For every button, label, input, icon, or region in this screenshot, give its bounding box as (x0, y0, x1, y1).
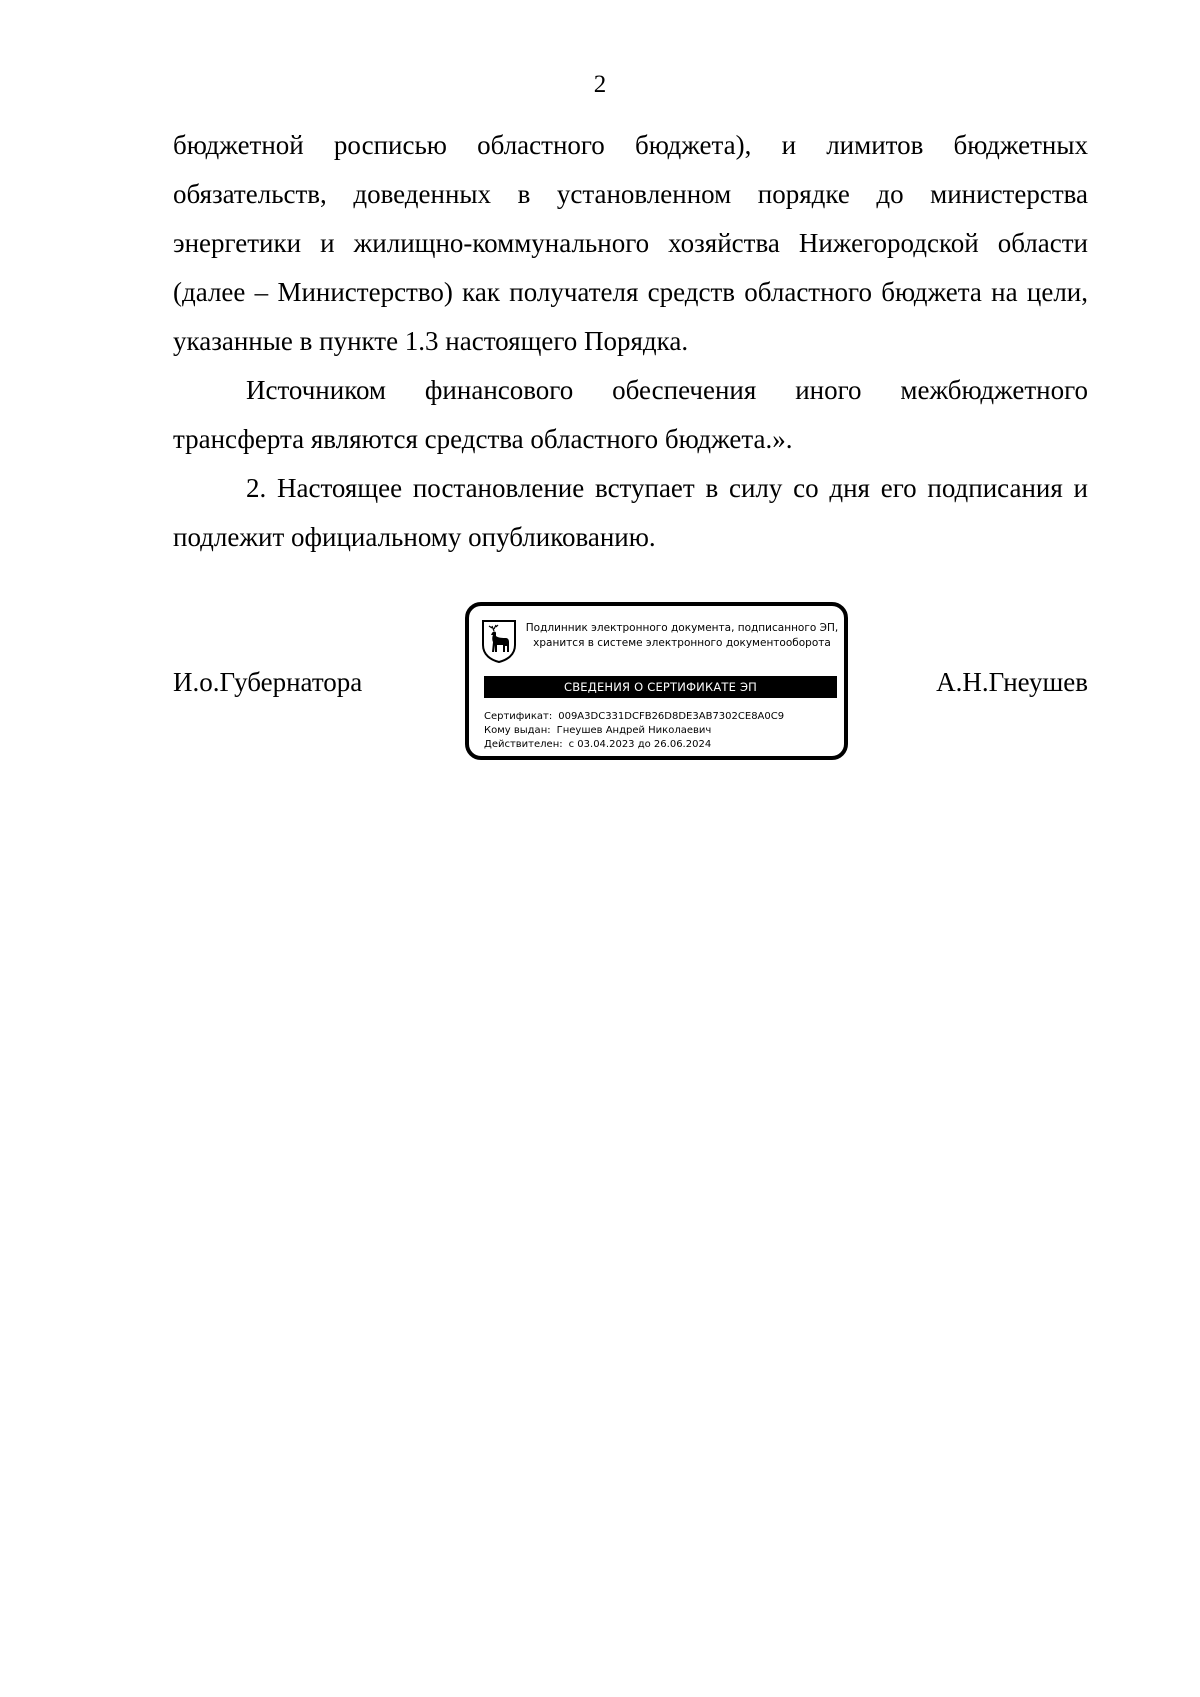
issued-to-label: Кому выдан: (484, 725, 551, 736)
valid-value: с 03.04.2023 до 26.06.2024 (568, 739, 712, 750)
page-number: 2 (593, 71, 607, 98)
stamp-header-line-1: Подлинник электронного документа, подписанного ЭП, (525, 622, 839, 634)
paragraph-effective-date: 2. Настоящее постановление вступает в силу со дня его подписания и подлежит официальному опубликованию. (173, 473, 1088, 552)
signatory-position: И.о.Губернатора (173, 667, 363, 697)
document-body (173, 121, 1088, 562)
stamp-certificate-row (484, 710, 844, 724)
stamp-issued-to-row (484, 724, 844, 738)
certificate-value: 009A3DC331DCFB26D8DE3AB7302CE8A0C9 (558, 711, 785, 722)
stamp-header (523, 621, 841, 651)
certificate-label: Сертификат: (484, 711, 553, 722)
valid-label: Действителен: (484, 739, 563, 750)
paragraph-continuation: бюджетной росписью областного бюджета), и лимитов бюджетных обязательств, доведенных в установленном порядке до министерства энергетики и жилищно-коммунального хозяйства Нижегородской области (далее – Министерство) как получателя средств областного бюджета на цели, указанные в пункте 1.3 настоящего Порядка. (173, 130, 1088, 356)
deer-emblem-icon (481, 619, 517, 663)
stamp-header-line-2: хранится в системе электронного документооборота (533, 637, 831, 649)
paragraph-funding-source: Источником финансового обеспечения иного межбюджетного трансферта являются средства областного бюджета.». (173, 375, 1088, 454)
stamp-validity-row (484, 738, 844, 752)
signatory-name: А.Н.Гнеушев (936, 667, 1088, 697)
electronic-signature-stamp (465, 602, 848, 760)
stamp-certificate-details (484, 710, 844, 752)
stamp-certificate-title-bar: СВЕДЕНИЯ О СЕРТИФИКАТЕ ЭП (484, 676, 837, 698)
issued-to-value: Гнеушев Андрей Николаевич (556, 725, 712, 736)
